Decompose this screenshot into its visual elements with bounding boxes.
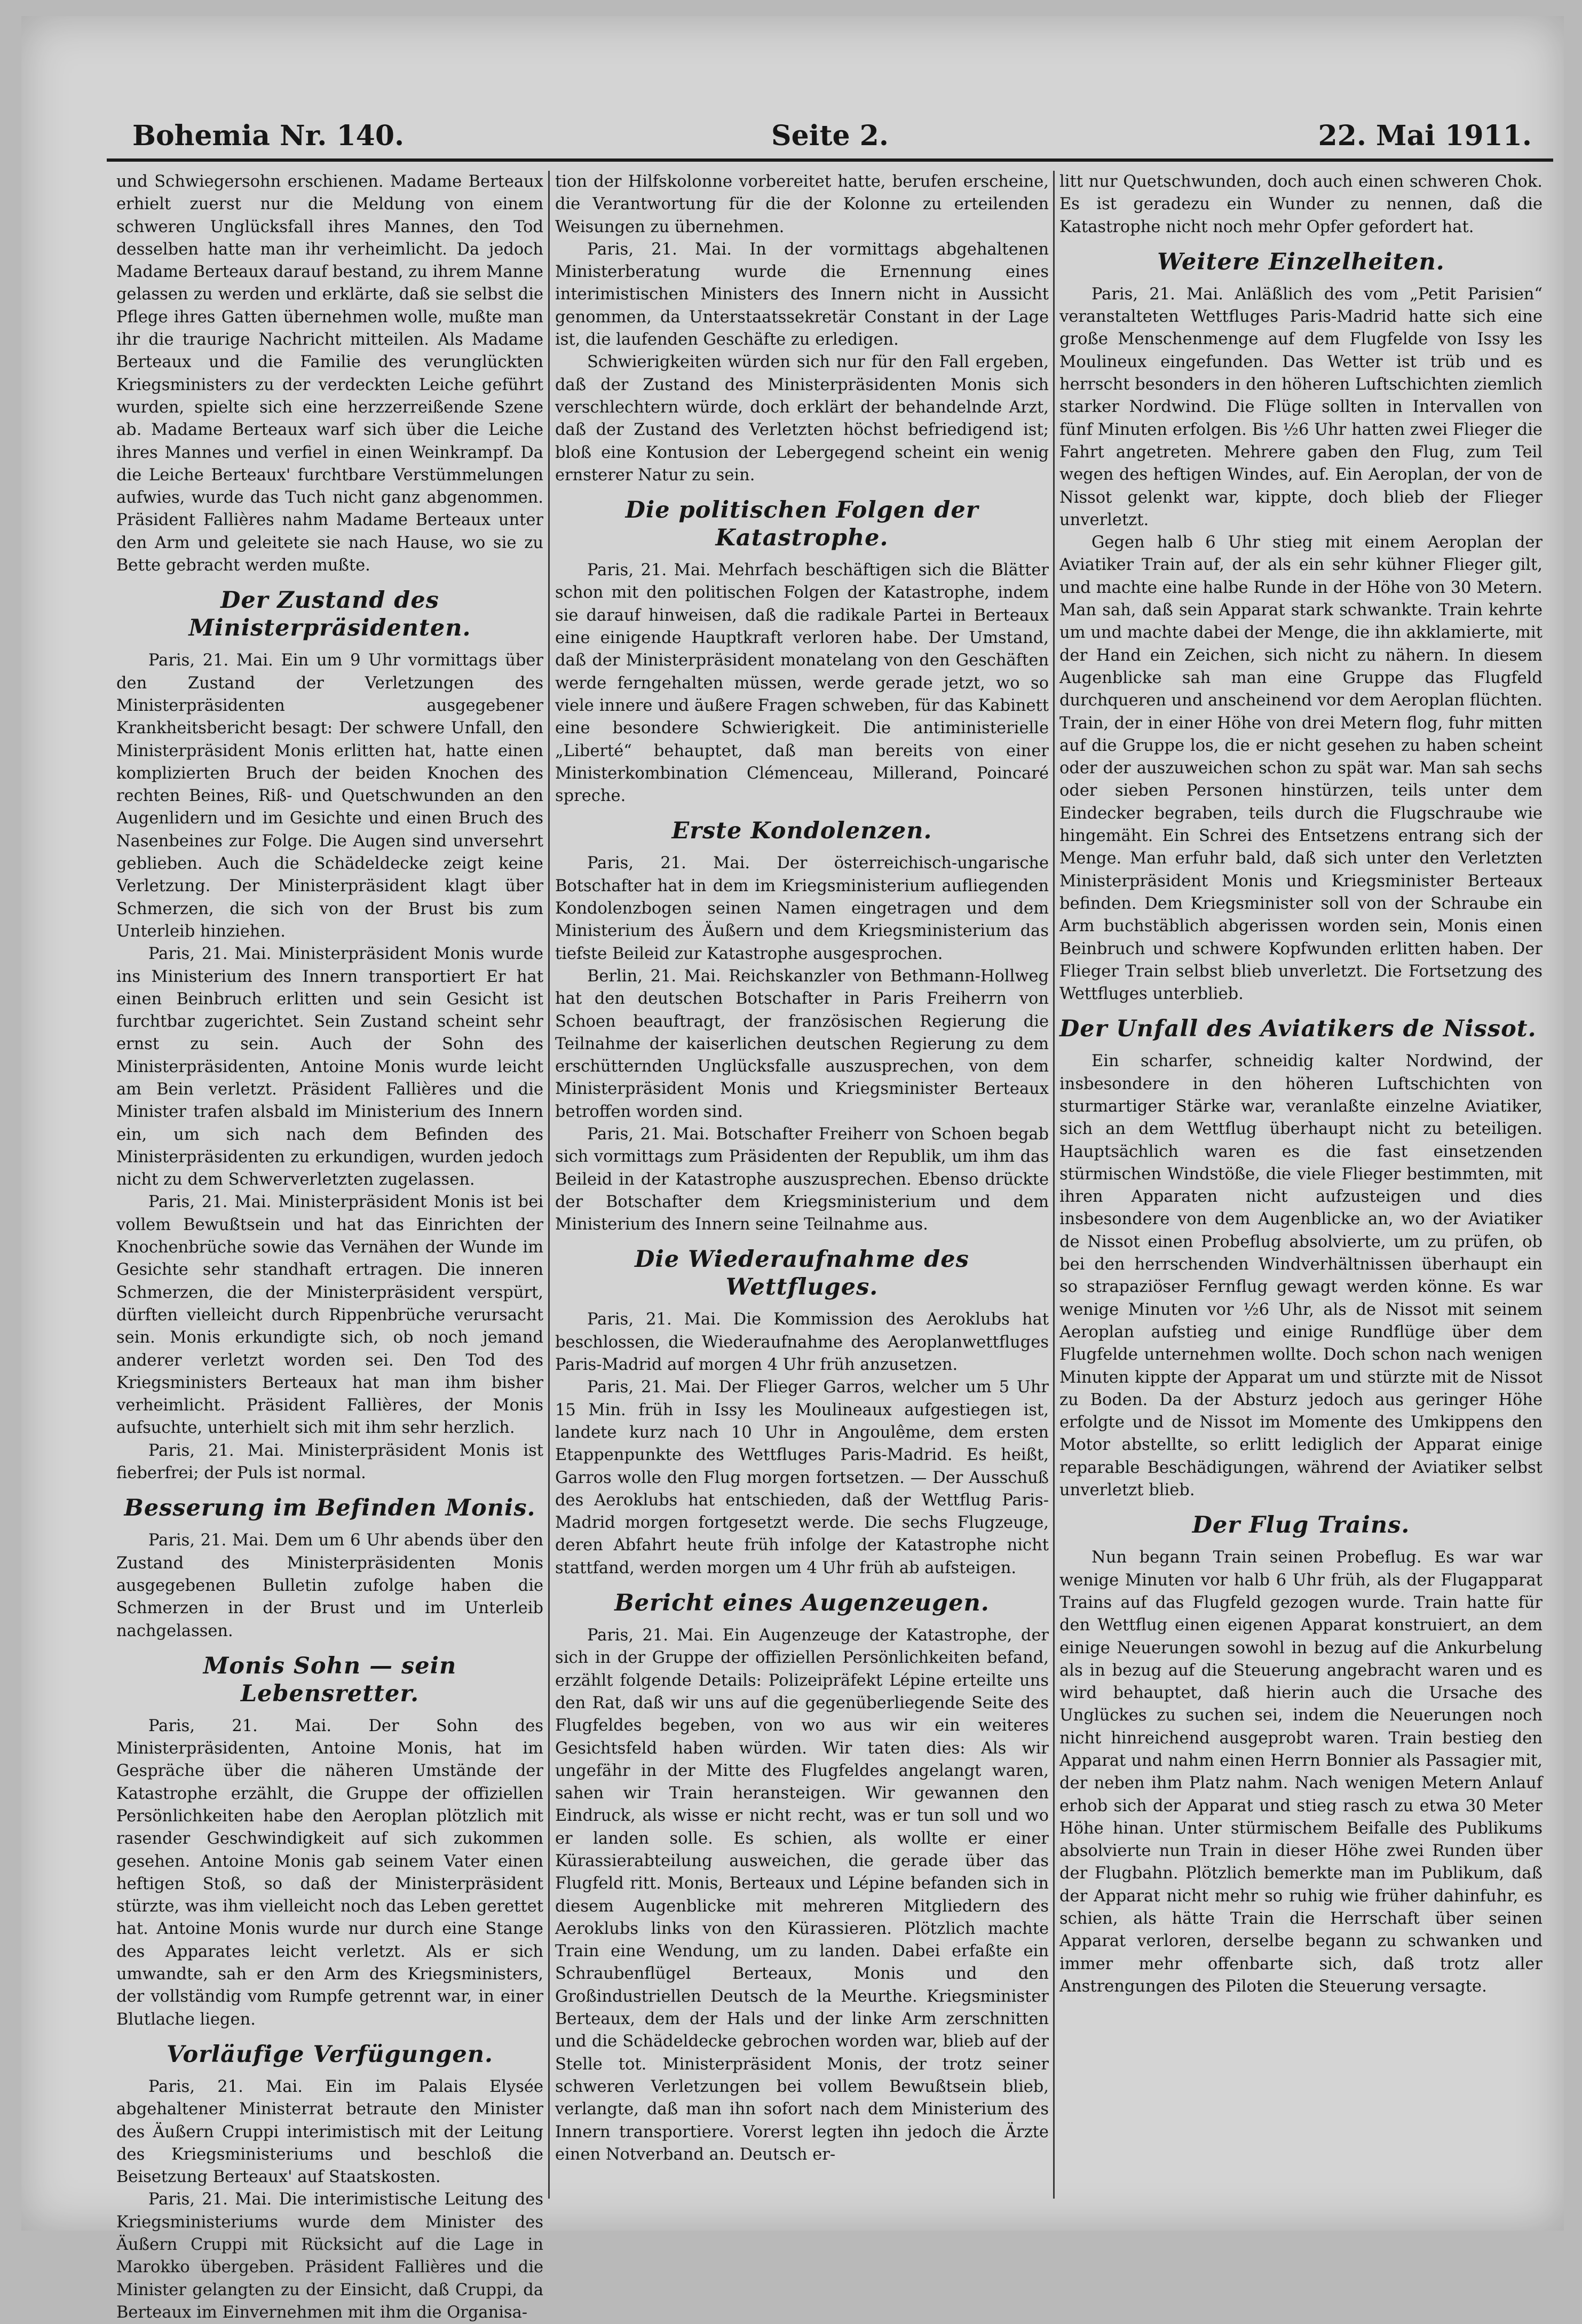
article-paragraph: Gegen halb 6 Uhr stieg mit einem Aeroplan der Aviatiker Train auf, der als ein sehr kühner Flieger gilt, und machte eine halbe Runde in der Höhe von 30 Metern. Man sah, daß sein Apparat stark schwankte. Train kehrte um und machte dabei der Menge, die ihn akklamierte, mit der Hand ein Zeichen, sich nicht zu nähern. In diesem Augenblicke sah man eine Gruppe das Flugfeld durchqueren und anscheinend vor dem Aeroplan flüchten. Train, der in einer Höhe von drei Metern flog, fuhr mitten auf die Gruppe los, die er nicht gesehen zu haben scheint oder der auszuweichen schon zu spät war. Man sah sechs oder sieben Personen hinstürzen, teils unter dem Eindecker begraben, teils durch die Flugschraube wie hingemäht. Ein Schrei des Entsetzens entrang sich der Menge. Man erfuhr bald, daß sich unter den Verletzten Ministerpräsident Monis und Kriegsminister Berteaux befinden. Dem Kriegsminister soll von der Schraube ein Arm buchstäblich abgerissen worden sein, Monis einen Beinbruch und schwere Kopfwunden erlitten haben. Der Flieger Train selbst blieb unverletzt. Die Fortsetzung des Wettfluges unterblieb. — [1059, 533, 1543, 1004]
header-date: 22. Mai 1911. — [1318, 120, 1532, 152]
section-heading: Der Flug Trains. — [1192, 1512, 1410, 1539]
article-paragraph: Paris, 21. Mai. Der Flieger Garros, welcher um 5 Uhr 15 Min. früh in Issy les Moulineaux aufgestiegen ist, landete kurz nach 10 Uhr in Angoulême, dem ersten Etappenpunkte des Wettfluges Paris-Madrid. Es heißt, Garros wolle den Flug morgen fortsetzen. — Der Ausschuß des Aeroklubs hat entschieden, daß der Wettflug Paris-Madrid morgen fortgesetzt werde. Die sechs Flugzeuge, deren Abfahrt heute früh infolge der Katastrophe nicht stattfand, werden morgen um 4 Uhr früh ab aufsteigen. — [555, 1378, 1049, 1577]
section-heading: Die Wiederaufnahme des Wettfluges. — [635, 1246, 969, 1301]
article-paragraph: Paris, 21. Mai. Ministerpräsident Monis ist fieberfrei; der Puls ist normal. — [116, 1441, 543, 1483]
section-heading: Die politischen Folgen der Katastrophe. — [625, 497, 979, 552]
column-rule — [1053, 171, 1055, 2199]
section-heading: Vorläufige Verfügungen. — [167, 2041, 493, 2068]
column-2 — [555, 171, 1049, 2199]
article-paragraph: Paris, 21. Mai. Mehrfach beschäftigen sich die Blätter schon mit den politischen Folgen der Katastrophe, indem sie darauf hinweisen, daß die radikale Partei in Berteaux eine einigende Hauptkraft verloren habe. Der Umstand, daß der Ministerpräsident monatelang von den Geschäften werde ferngehalten müssen, werde gerade jetzt, wo so viele innere und äußere Fragen schweben, für das Kabinett eine besondere Schwierigkeit. Die antiministerielle „Liberté“ behauptet, daß man bereits von einer Ministerkombination Clémenceau, Millerand, Poincaré spreche. — [555, 561, 1049, 806]
column-3 — [1059, 171, 1543, 2199]
article-paragraph: Paris, 21. Mai. Ministerpräsident Monis ist bei vollem Bewußtsein und hat das Einrichten der Knochenbrüche sowie das Vernähen der Wunde im Gesichte sehr standhaft ertragen. Die inneren Schmerzen, die der Ministerpräsident verspürt, dürften vielleicht durch Rippenbrüche verursacht sein. Monis erkundigte sich, ob noch jemand anderer verletzt worden sei. Den Tod des Kriegsministers Berteaux hat man ihm bisher verheimlicht. Präsident Fallières, der Monis aufsuchte, unterhielt sich mit ihm sehr herzlich. — [116, 1193, 543, 1438]
article-paragraph: Ein scharfer, schneidig kalter Nordwind, der insbesondere in den höheren Luftschichten von sturmartiger Stärke war, veranlaßte einzelne Aviatiker, sich an dem Wettflug überhaupt nicht zu beteiligen. Hauptsächlich waren es die fast einsetzenden stürmischen Windstöße, die viele Flieger bestimmten, mit ihren Apparaten nicht aufzusteigen und dies insbesondere von dem Augenblicke an, wo der Aviatiker de Nissot einen Probeflug absolvierte, um zu prüfen, ob bei den herrschenden Windverhältnissen überhaupt ein so strapaziöser Fernflug gewagt werden könne. Es war wenige Minuten vor ½6 Uhr, als de Nissot mit seinem Aeroplan aufstieg und einige Rundflüge über dem Flugfelde unternehmen wollte. Doch schon nach wenigen Minuten kippte der Apparat um und stürzte mit de Nissot zu Boden. Da der Absturz jedoch aus geringer Höhe erfolgte und de Nissot im Momente des Umkippens den Motor abstellte, so erlitt lediglich der Apparat einige reparable Beschädigungen, während der Aviatiker selbst unverletzt blieb. — [1059, 1052, 1543, 1500]
article-paragraph: Paris, 21. Mai. Ein im Palais Elysée abgehaltener Ministerrat betraute den Minister des Äußern Cruppi interimistisch mit der Leitung des Kriegsministeriums und beschloß die Beisetzung Berteaux' auf Staatskosten. — [116, 2077, 543, 2187]
page-header — [107, 109, 1553, 162]
article-paragraph: Paris, 21. Mai. Die Kommission des Aeroklubs hat beschlossen, die Wiederaufnahme des Aeroplanwettfluges Paris-Madrid auf morgen 4 Uhr früh anzusetzen. — [555, 1310, 1049, 1375]
article-paragraph: Paris, 21. Mai. Ein um 9 Uhr vormittags über den Zustand der Verletzungen des Ministerpräsidenten ausgegebener Krankheitsbericht besagt: Der schwere Unfall, den Ministerpräsident Monis erlitten hat, hatte einen komplizierten Bruch der beiden Knochen des rechten Beines, Riß- und Quetschwunden an den Augenlidern und im Gesichte und einen Bruch des Nasenbeines zur Folge. Die Augen sind unversehrt geblieben. Auch die Schädeldecke zeigt keine Verletzung. Der Ministerpräsident klagt über Schmerzen, die sich von der Brust bis zum Unterleib hinziehen. — [116, 651, 543, 941]
article-paragraph: und Schwiegersohn erschienen. Madame Berteaux erhielt zuerst nur die Meldung von einem schweren Unglücksfall ihres Mannes, den Tod desselben hatte man ihr verheimlicht. Da jedoch Madame Berteaux darauf bestand, zu ihrem Manne gelassen zu werden und erklärte, daß sie selbst die Pflege ihres Gatten übernehmen wolle, mußte man ihr die traurige Nachricht mitteilen. Als Madame Berteaux und die Familie des verunglückten Kriegsministers zu der verdeckten Leiche geführt wurden, spielte sich eine herzzerreißende Szene ab. Madame Berteaux warf sich über die Leiche ihres Mannes und verfiel in einen Weinkrampf. Da die Leiche Berteaux' furchtbare Verstümmelungen aufwies, wurde das Tuch nicht ganz abgenommen. Präsident Fallières nahm Madame Berteaux unter den Arm und geleitete sie nach Hause, wo sie zu Bette gebracht werden mußte. — [116, 172, 543, 575]
article-paragraph: Schwierigkeiten würden sich nur für den Fall ergeben, daß der Zustand des Ministerpräsidenten Monis sich verschlechtern würde, doch erklärt der behandelnde Arzt, daß der Zustand des Verletzten höchst befriedigend ist; bloß eine Kontusion der Lebergegend scheint ein wenig ernsterer Natur zu sein. — [555, 353, 1049, 485]
section-heading: Monis Sohn — sein Lebensretter. — [203, 1652, 457, 1707]
header-masthead: Bohemia Nr. 140. — [132, 120, 405, 152]
article-paragraph: litt nur Quetschwunden, doch auch einen schweren Chok. Es ist geradezu ein Wunder zu nennen, daß die Katastrophe nicht noch mehr Opfer gefordert hat. — [1059, 172, 1543, 236]
column-rule — [548, 171, 550, 2199]
article-paragraph: Paris, 21. Mai. Anläßlich des vom „Petit Parisien“ veranstalteten Wettfluges Paris-Madrid hatte sich eine große Menschenmenge auf dem Flugfelde von Issy les Moulineux eingefunden. Das Wetter ist trüb und es herrscht besonders in den höheren Luftschichten ziemlich starker Nordwind. Die Flüge sollten in Intervallen von fünf Minuten erfolgen. Bis ½6 Uhr hatten zwei Flieger die Fahrt angetreten. Mehrere gaben den Flug, zum Teil wegen des heftigen Windes, auf. Ein Aeroplan, der von de Nissot gelenkt war, kippte, doch blieb der Flieger unverletzt. — [1059, 284, 1543, 529]
article-paragraph: Paris, 21. Mai. Die interimistische Leitung des Kriegsministeriums wurde dem Minister des Äußern Cruppi mit Rücksicht auf die Lage in Marokko übergeben. Präsident Fallières und die Minister gelangten zu der Einsicht, daß Cruppi, da Berteaux im Einvernehmen mit ihm die Organisa- — [116, 2190, 543, 2322]
article-paragraph: Paris, 21. Mai. Ein Augenzeuge der Katastrophe, der sich in der Gruppe der offiziellen Persönlichkeiten befand, erzählt folgende Details: Polizeipräfekt Lépine erteilte uns den Rat, daß wir uns auf die gegenüberliegende Seite des Flugfeldes begeben, von wo aus wir ein weiteres Gesichtsfeld haben würden. Wir taten dies: Als wir ungefähr in der Mitte des Flugfeldes angelangt waren, sahen wir Train heransteigen. Wir gewannen den Eindruck, als wisse er nicht recht, was er tun soll und wo er landen solle. Es schien, als wollte er einer Kürassierabteilung ausweichen, die gerade über das Flugfeld ritt. Monis, Berteaux und Lépine befanden sich in diesem Augenblicke mit mehreren Mitgliedern des Aeroklubs links von den Kürassieren. Plötzlich machte Train eine Wendung, um zu landen. Dabei erfaßte ein Schraubenflügel Berteaux, Monis und den Großindustriellen Deutsch de la Meurthe. Kriegsminister Berteaux, dem der Hals und der linke Arm zerschnitten und die Schädeldecke gebrochen worden war, blieb auf der Stelle tot. Ministerpräsident Monis, der trotz seiner schweren Verletzungen bei vollem Bewußtsein blieb, verlangte, daß man ihn sofort nach dem Ministerium des Innern transportiere. Vorerst legten ihn jedoch die Ärzte einen Notverband an. Deutsch er- — [555, 1626, 1049, 2164]
section-heading: Der Unfall des Aviatikers de Nissot. — [1059, 1016, 1537, 1043]
article-paragraph: Berlin, 21. Mai. Reichskanzler von Bethmann-Hollweg hat den deutschen Botschafter in Paris Freiherrn von Schoen beauftragt, der französischen Regierung die Teilnahme der kaiserlichen deutschen Regierung zu dem erschütternden Unglücksfalle auszusprechen, von dem Ministerpräsident Monis und Kriegsminister Berteaux betroffen worden sind. — [555, 966, 1049, 1121]
header-page-number: Seite 2. — [771, 120, 889, 152]
article-paragraph: Nun begann Train seinen Probeflug. Es war war wenige Minuten vor halb 6 Uhr früh, als der Flugapparat Trains auf das Flugfeld gezogen wurde. Train hatte für den Wettflug einen eigenen Apparat konstruiert, an dem einige Neuerungen sowohl in bezug auf die Ankurbelung als in bezug auf die Steuerung angebracht waren und es wird behauptet, daß hierin auch die Ursache des Unglückes zu suchen sei, indem die Neuerungen noch nicht hinreichend ausgeprobt waren. Train bestieg den Apparat und nahm einen Herrn Bonnier als Passagier mit, der neben ihm Platz nahm. Nach wenigen Metern Anlauf erhob sich der Apparat und stieg rasch zu etwa 30 Meter Höhe hinan. Unter stürmischem Beifalle des Publikums absolvierte nun Train in dieser Höhe zwei Runden über der Flugbahn. Plötzlich bemerkte man im Publikum, daß der Apparat nicht mehr so ruhig wie früher dahinfuhr, es schien, als hätte Train die Herrschaft über seinen Apparat verloren, derselbe begann zu schwanken und immer mehr offenbarte sich, daß trotz aller Anstrengungen des Piloten die Steuerung versagte. — [1059, 1548, 1543, 1996]
article-paragraph: Paris, 21. Mai. Der Sohn des Ministerpräsidenten, Antoine Monis, hat im Gespräche über die näheren Umstände der Katastrophe erzählt, die Gruppe der offiziellen Persönlichkeiten habe den Aeroplan plötzlich mit rasender Geschwindigkeit auf sich zukommen gesehen. Antoine Monis gab seinem Vater einen heftigen Stoß, so daß der Ministerpräsident stürzte, was ihm vielleicht noch das Leben gerettet hat. Antoine Monis wurde nur durch eine Stange des Apparates leicht verletzt. Als er sich umwandte, sah er den Arm des Kriegsministers, der vollständig vom Rumpfe getrennt war, in einer Blutlache liegen. — [116, 1716, 543, 2029]
article-paragraph: Paris, 21. Mai. Dem um 6 Uhr abends über den Zustand des Ministerpräsidenten Monis ausgegebenen Bulletin zufolge haben die Schmerzen in der Brust und im Unterleib nachgelassen. — [116, 1531, 543, 1640]
column-1 — [116, 171, 543, 2322]
article-paragraph: Paris, 21. Mai. Botschafter Freiherr von Schoen begab sich vormittags zum Präsidenten der Republik, um ihm das Beileid in der Katastrophe auszusprechen. Ebenso drückte der Botschafter dem Kriegsministerium und dem Ministerium des Innern seine Teilnahme aus. — [555, 1124, 1049, 1234]
article-paragraph: tion der Hilfskolonne vorbereitet hatte, berufen erscheine, die Verantwortung für die der Kolonne zu erteilenden Weisungen zu übernehmen. — [555, 172, 1049, 236]
section-heading: Der Zustand des Ministerpräsidenten. — [188, 587, 471, 642]
section-heading: Weitere Einzelheiten. — [1157, 248, 1445, 275]
section-heading: Erste Kondolenzen. — [671, 818, 932, 845]
section-heading: Besserung im Befinden Monis. — [124, 1495, 536, 1522]
article-paragraph: Paris, 21. Mai. Der österreichisch-ungarische Botschafter hat in dem im Kriegsministerium aufliegenden Kondolenzbogen seinen Namen eingetragen und dem Ministerium des Äußern und dem Kriegsministerium das tiefste Beileid zur Katastrophe ausgesprochen. — [555, 854, 1049, 963]
article-paragraph: Paris, 21. Mai. Ministerpräsident Monis wurde ins Ministerium des Innern transportiert Er hat einen Beinbruch erlitten und sein Gesicht ist furchtbar zugerichtet. Sein Zustand scheint sehr ernst zu sein. Auch der Sohn des Ministerpräsidenten, Antoine Monis wurde leicht am Bein verletzt. Präsident Fallières und die Minister trafen alsbald im Ministerium des Innern ein, um sich nach dem Befinden des Ministerpräsidenten zu erkundigen, wurden jedoch nicht zu dem Schwerverletzten zugelassen. — [116, 945, 543, 1189]
article-paragraph: Paris, 21. Mai. In der vormittags abgehaltenen Ministerberatung wurde die Ernennung eines interimistischen Ministers des Innern nicht in Aussicht genommen, da Unterstaatssekretär Constant in der Lage ist, die laufenden Geschäfte zu erledigen. — [555, 240, 1049, 350]
section-heading: Bericht eines Augenzeugen. — [614, 1590, 990, 1617]
